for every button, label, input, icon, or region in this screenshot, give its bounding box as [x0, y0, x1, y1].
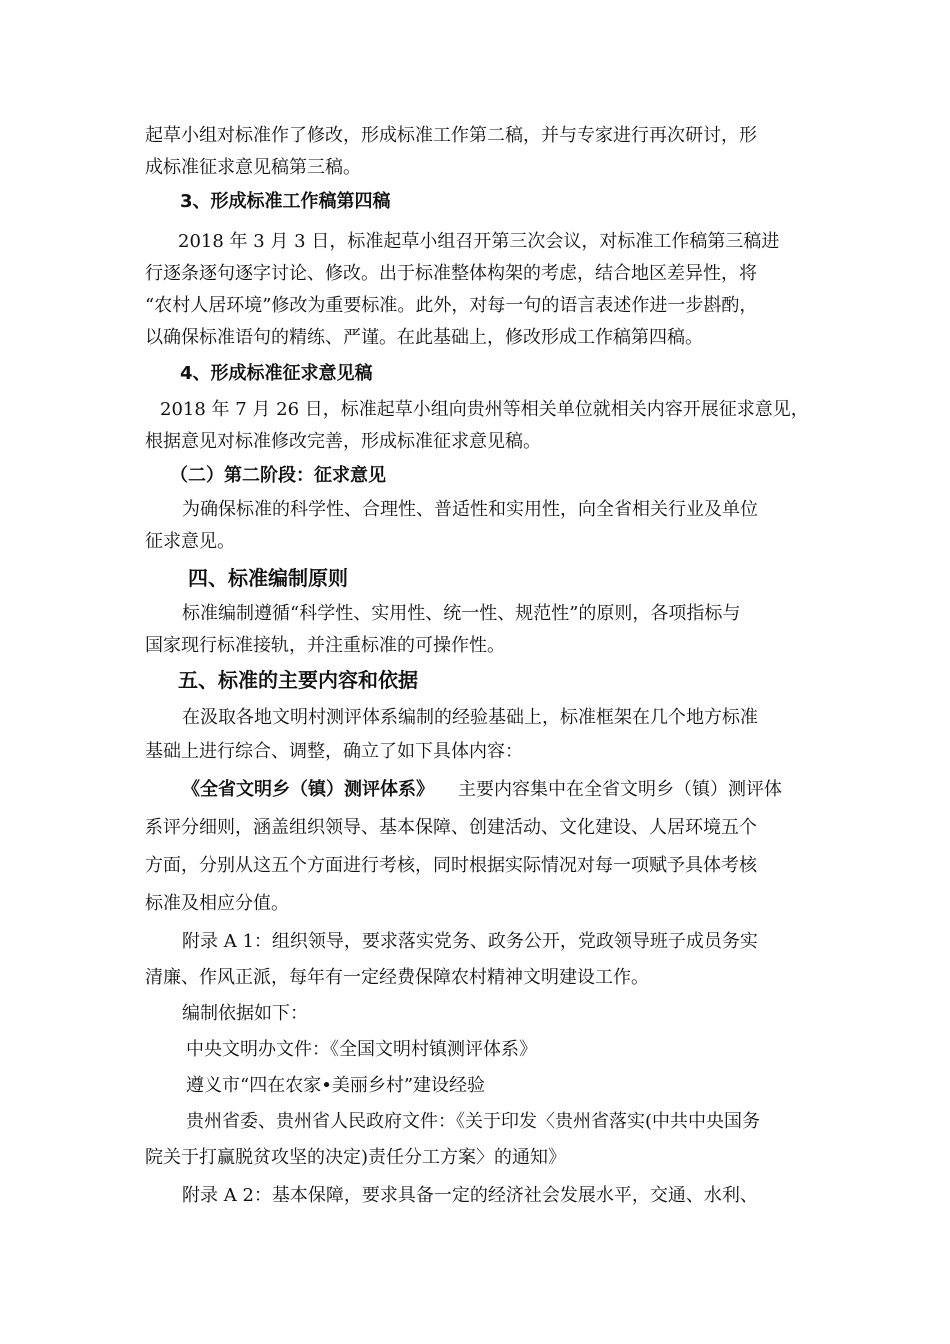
basis-item: 中央文明办文件：《全国文明村镇测评体系》: [186, 1039, 537, 1060]
paragraph-line: 在汲取各地文明村测评体系编制的经验基础上，标准框架在几个地方标准: [182, 707, 758, 728]
paragraph-line: 起草小组对标准作了修改，形成标准工作第二稿，并与专家进行再次研讨，形: [145, 125, 757, 146]
section-heading: 五、标准的主要内容和依据: [178, 668, 418, 692]
paragraph-line: 标准及相应分值。: [145, 893, 289, 914]
paragraph-line: 标准编制遵循“科学性、实用性、统一性、规范性”的原则，各项指标与: [182, 603, 741, 624]
paragraph-line: 为确保标准的科学性、合理性、普适性和实用性，向全省相关行业及单位: [182, 499, 758, 520]
paragraph-line: 以确保标准语句的精练、严谨。在此基础上，修改形成工作稿第四稿。: [145, 327, 703, 348]
paragraph-line: 编制依据如下：: [182, 1003, 308, 1024]
paragraph-line: 征求意见。: [145, 531, 235, 552]
paragraph-line: 成标准征求意见稿第三稿。: [145, 157, 361, 178]
paragraph-line: 2018 年 7 月 26 日，标准起草小组向贵州等相关单位就相关内容开展征求意见，: [160, 399, 809, 420]
section-subheading: 4、形成标准征求意见稿: [180, 363, 373, 384]
paragraph-line: 根据意见对标准修改完善，形成标准征求意见稿。: [145, 431, 541, 452]
document-title-reference: 《全省文明乡（镇）测评体系》: [182, 779, 434, 800]
paragraph-line: 行逐条逐句逐字讨论、修改。出于标准整体构架的考虑，结合地区差异性，将: [145, 263, 757, 284]
paragraph-line: 国家现行标准接轨，并注重标准的可操作性。: [145, 635, 505, 656]
paragraph-line: 基础上进行综合、调整，确立了如下具体内容：: [145, 741, 523, 762]
basis-item: 遵义市“四在农家•美丽乡村”建设经验: [186, 1075, 486, 1096]
paragraph-line: 系评分细则，涵盖组织领导、基本保障、创建活动、文化建设、人居环境五个: [145, 817, 757, 838]
section-subheading: （二）第二阶段：征求意见: [170, 465, 386, 486]
paragraph-line: 附录 A 2：基本保障，要求具备一定的经济社会发展水平，交通、水利、: [182, 1185, 758, 1206]
paragraph-line: 附录 A 1：组织领导，要求落实党务、政务公开，党政领导班子成员务实: [182, 931, 758, 952]
paragraph-line: 方面，分别从这五个方面进行考核，同时根据实际情况对每一项赋予具体考核: [145, 855, 757, 876]
paragraph-line: 清廉、作风正派，每年有一定经费保障农村精神文明建设工作。: [145, 967, 649, 988]
paragraph-line: 主要内容集中在全省文明乡（镇）测评体: [458, 779, 782, 800]
paragraph-line: “农村人居环境”修改为重要标准。此外，对每一句的语言表述作进一步斟酌，: [145, 295, 758, 316]
section-subheading: 3、形成标准工作稿第四稿: [180, 191, 391, 212]
paragraph-line: 院关于打赢脱贫攻坚的决定)责任分工方案〉的通知》: [145, 1147, 567, 1168]
basis-item: 贵州省委、贵州省人民政府文件：《关于印发〈贵州省落实(中共中央国务: [186, 1111, 761, 1132]
paragraph-line: 2018 年 3 月 3 日，标准起草小组召开第三次会议，对标准工作稿第三稿进: [178, 231, 780, 252]
section-heading: 四、标准编制原则: [188, 566, 348, 590]
